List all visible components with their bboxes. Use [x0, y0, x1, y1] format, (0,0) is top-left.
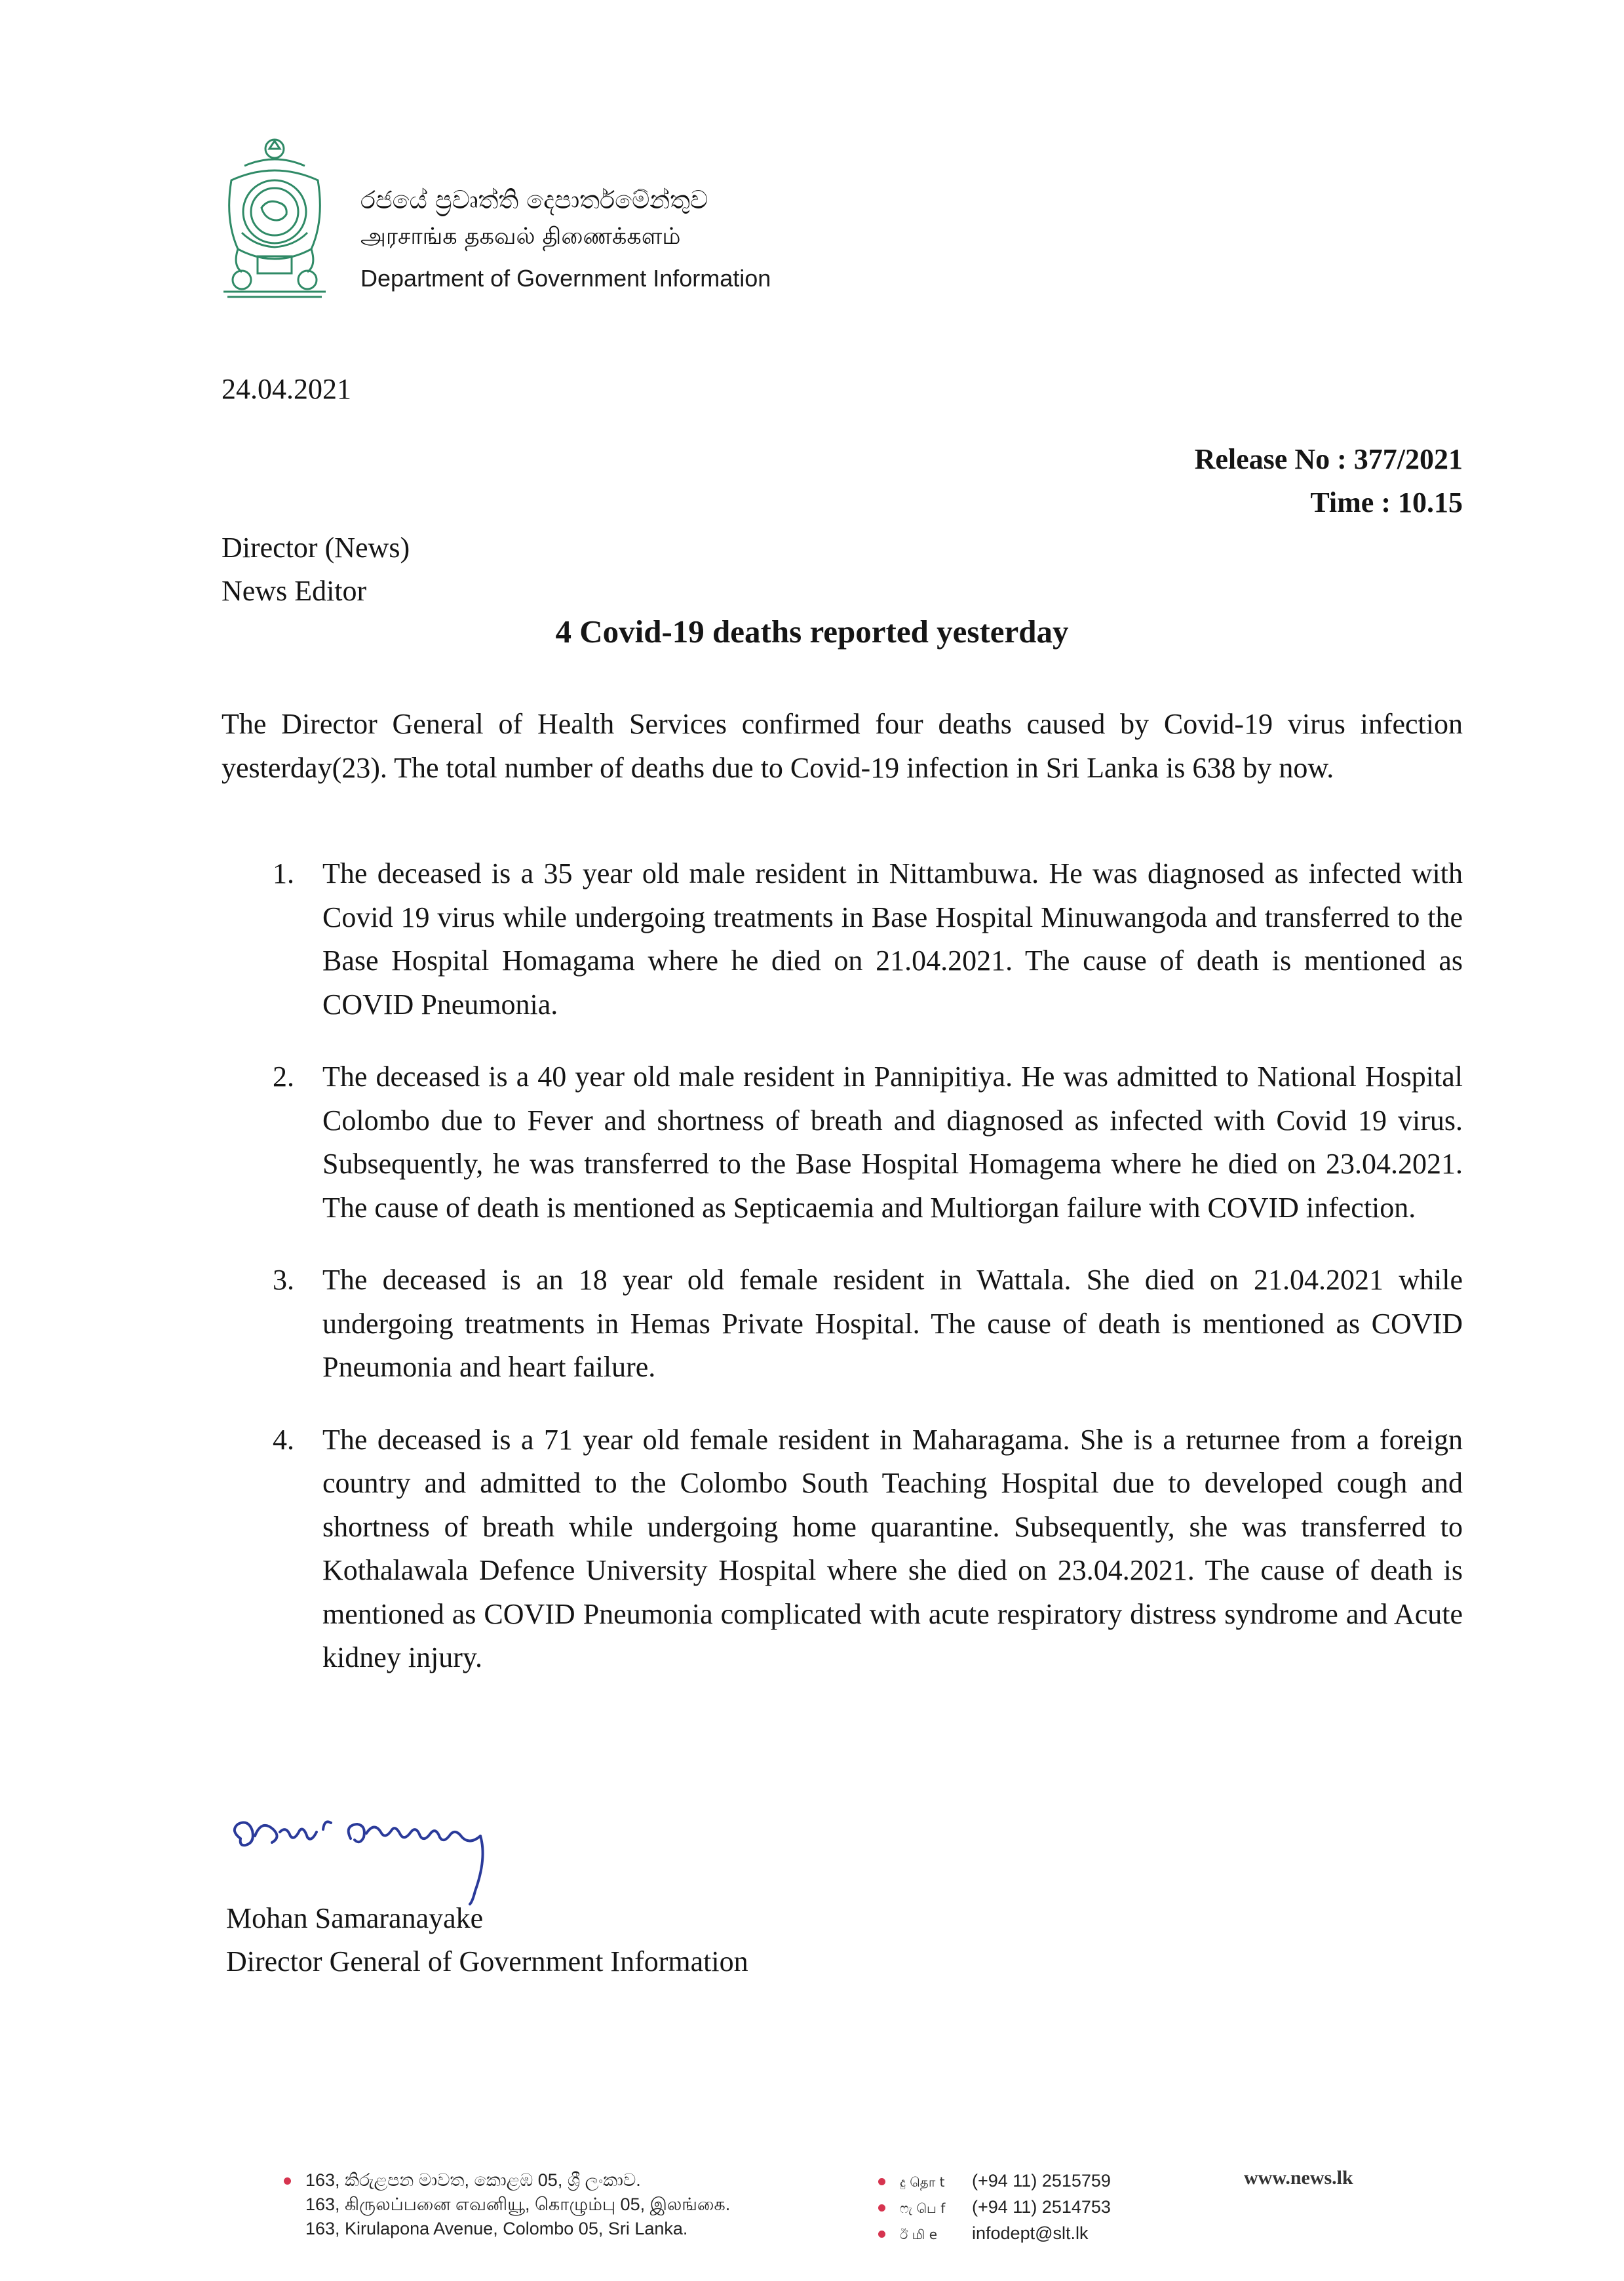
address-sinhala: 163, කිරුළපන මාවත, කොළඹ 05, ශ්‍රී ලංකාව. — [305, 2170, 641, 2190]
list-item — [222, 1258, 1463, 1390]
list-item-text: The deceased is a 40 year old male resident in Pannipitiya. He was admitted to National Hospital Colombo due to Fever and shortness of breath and diagnosed as infected with Covid 19 virus. Subsequently, he was transferred to the Base Hospital Homagema where he died on 23.04.2021. The cause of death is mentioned as Septicaemia and Multiorgan failure with COVID infection. — [322, 1061, 1463, 1224]
addressee-line-1: Director (News) — [222, 532, 410, 564]
list-item-number: 3. — [273, 1264, 294, 1296]
list-item — [222, 1418, 1463, 1680]
website-link[interactable]: www.news.lk — [1244, 2167, 1353, 2189]
bullet-icon — [878, 2178, 885, 2185]
footer-contacts — [878, 2168, 1111, 2247]
signatory — [226, 1897, 748, 1983]
department-name-tamil: அரசாங்க தகவல் திணைக்களம் — [360, 224, 681, 250]
addressee-line-2: News Editor — [222, 575, 367, 607]
phone-label: දු தொ t — [900, 2174, 945, 2190]
deaths-list — [222, 852, 1463, 1709]
list-item-text: The deceased is an 18 year old female resident in Wattala. She died on 21.04.2021 while undergoing treatments in Hemas Private Hospital. The cause of death is mentioned as COVID Pneumonia and heart failure. — [322, 1264, 1463, 1383]
fax-label: ෆැ பெ f — [900, 2200, 946, 2216]
bullet-icon — [878, 2204, 885, 2212]
department-name-sinhala: රජයේ ප්‍රවෘත්ති දෙපාර්තමේන්තුව — [360, 185, 708, 214]
fax-number: (+94 11) 2514753 — [972, 2196, 1111, 2217]
addressee — [222, 526, 410, 613]
list-item — [222, 852, 1463, 1026]
address-english: 163, Kirulapona Avenue, Colombo 05, Sri Lanka. — [305, 2219, 688, 2238]
footer-address — [284, 2168, 730, 2241]
bullet-icon — [284, 2177, 291, 2185]
list-item — [222, 1055, 1463, 1230]
department-name-english: Department of Government Information — [360, 265, 771, 292]
list-item-number: 2. — [273, 1061, 294, 1093]
release-info — [1195, 438, 1463, 524]
address-tamil: 163, கிருலப்பனை எவனியூ, கொழும்பு 05, இலங்கை. — [305, 2194, 731, 2214]
email-label: ඊ மி e — [900, 2226, 938, 2242]
signatory-designation: Director General of Government Information — [226, 1945, 748, 1978]
sri-lanka-emblem-icon — [218, 134, 331, 300]
signatory-name: Mohan Samaranayake — [226, 1902, 484, 1934]
release-date: 24.04.2021 — [222, 373, 351, 405]
email-address[interactable]: infodept@slt.lk — [972, 2223, 1089, 2243]
bullet-icon — [878, 2231, 885, 2238]
release-time: Time : 10.15 — [1310, 486, 1463, 518]
list-item-number: 4. — [273, 1423, 294, 1456]
list-item-number: 1. — [273, 857, 294, 889]
list-item-text: The deceased is a 71 year old female resident in Maharagama. She is a returnee from a foreign country and admitted to the Colombo South Teaching Hospital due to developed cough and shortness of breath while undergoing home quarantine. Subsequently, she was transferred to Kothalawala Defence University Hospital where she died on 23.04.2021. The cause of death is mentioned as COVID Pneumonia complicated with acute respiratory distress syndrome and Acute kidney injury. — [322, 1423, 1463, 1673]
list-item-text: The deceased is a 35 year old male resident in Nittambuwa. He was diagnosed as infected with Covid 19 virus while undergoing treatments in Base Hospital Minuwangoda and transferred to the Base Hospital Homagama where he died on 21.04.2021. The cause of death is mentioned as COVID Pneumonia. — [322, 857, 1463, 1021]
intro-paragraph: The Director General of Health Services confirmed four deaths caused by Covid-19 virus infection yesterday(23). The total number of deaths due to Covid-19 infection in Sri Lanka is 638 by now. — [222, 708, 1463, 784]
release-number: Release No : 377/2021 — [1194, 443, 1463, 475]
press-release-title: 4 Covid-19 deaths reported yesterday — [555, 614, 1069, 650]
phone-number[interactable]: (+94 11) 2515759 — [972, 2171, 1111, 2191]
